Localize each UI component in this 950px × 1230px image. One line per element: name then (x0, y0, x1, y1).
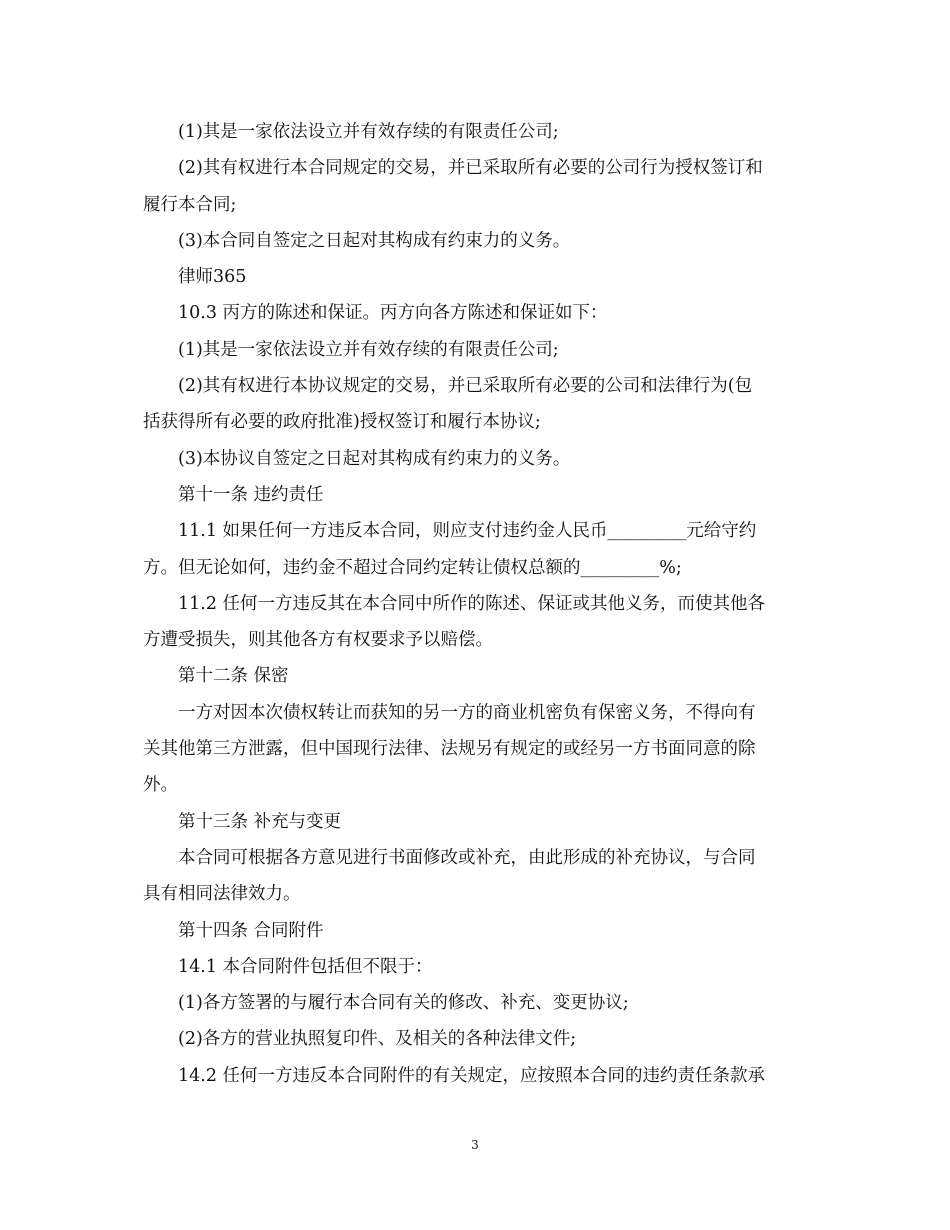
paragraph-line: 律师365 (178, 267, 247, 288)
article-heading-11: 第十一条 违约责任 (178, 484, 324, 505)
paragraph-line: 括获得所有必要的政府批准)授权签订和履行本协议; (143, 412, 541, 433)
paragraph-line: 方遭受损失，则其他各方有权要求予以赔偿。 (143, 630, 493, 651)
paragraph-line: (2)其有权进行本合同规定的交易，并已采取所有必要的公司行为授权签订和 (178, 158, 763, 179)
paragraph-line: (1)其是一家依法设立并有效存续的有限责任公司; (178, 122, 559, 142)
paragraph-line: 14.2 任何一方违反本合同附件的有关规定，应按照本合同的违约责任条款承 (178, 1065, 766, 1086)
article-heading-13: 第十三条 补充与变更 (178, 811, 342, 832)
paragraph-line: 14.1 本合同附件包括但不限于： (178, 956, 433, 977)
article-heading-14: 第十四条 合同附件 (178, 920, 324, 941)
paragraph-line: (3)本协议自签定之日起对其构成有约束力的义务。 (178, 448, 571, 469)
paragraph-line: 履行本合同; (143, 194, 237, 215)
paragraph-line: 11.2 任何一方违反其在本合同中所作的陈述、保证或其他义务，而使其他各 (178, 593, 766, 614)
paragraph-line: 关其他第三方泄露，但中国现行法律、法规另有规定的或经另一方书面同意的除 (143, 739, 756, 760)
paragraph-line: (1)其是一家依法设立并有效存续的有限责任公司; (178, 339, 559, 360)
paragraph-line: 一方对因本次债权转让而获知的另一方的商业机密负有保密义务，不得向有 (178, 702, 756, 723)
paragraph-line: (2)各方的营业执照复印件、及相关的各种法律文件; (178, 1029, 577, 1050)
paragraph-line: 具有相同法律效力。 (143, 884, 301, 905)
paragraph-line: 11.1 如果任何一方违反本合同，则应支付违约金人民币_________元给守约 (178, 521, 757, 542)
document-body (143, 114, 808, 1094)
page-number: 3 (471, 1138, 479, 1152)
paragraph-line: 方。但无论如何，违约金不超过合同约定转让债权总额的_________%; (143, 557, 682, 578)
section-heading-10-3: 10.3 丙方的陈述和保证。丙方向各方陈述和保证如下： (178, 303, 608, 324)
article-heading-12: 第十二条 保密 (178, 666, 289, 687)
paragraph-line: (2)其有权进行本协议规定的交易，并已采取所有必要的公司和法律行为(包 (178, 376, 753, 397)
paragraph-line: 外。 (143, 775, 178, 796)
paragraph-line: (3)本合同自签定之日起对其构成有约束力的义务。 (178, 230, 571, 251)
paragraph-line: 本合同可根据各方意见进行书面修改或补充，由此形成的补充协议，与合同 (178, 847, 756, 868)
paragraph-line: (1)各方签署的与履行本合同有关的修改、补充、变更协议; (178, 993, 629, 1014)
